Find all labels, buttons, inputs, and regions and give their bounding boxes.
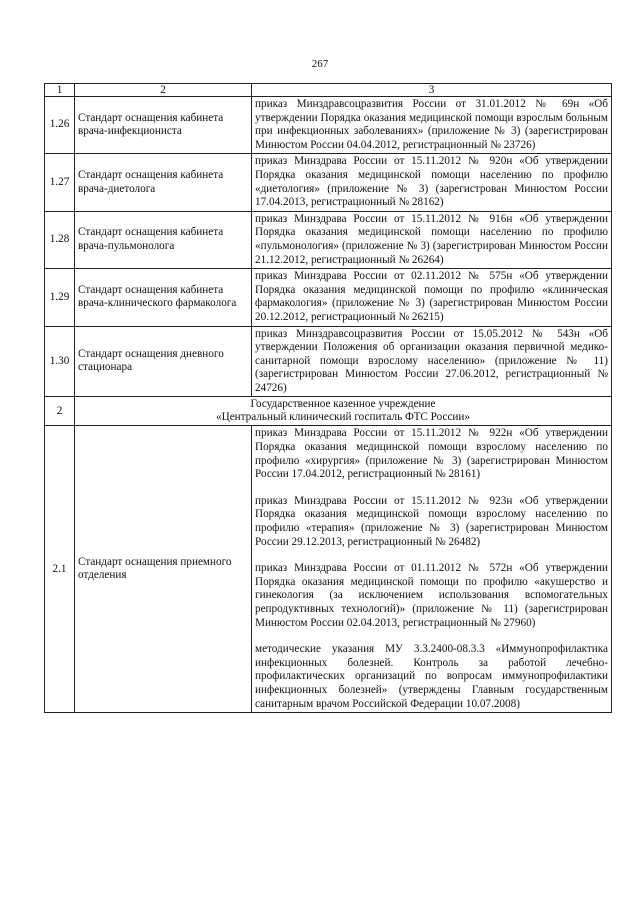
regulation-paragraph: приказ Минздрава России от 15.11.2012 № 923н «Об утверждении Порядка оказания медицинской помощи взрослому населению по профилю «терапия» (приложение № 3) (зарегистрирован Минюстом России 29.12.2013, регистрационный № 26482) — [255, 494, 608, 548]
table-row — [45, 97, 612, 154]
standard-name: Стандарт оснащения кабинета врача-инфекциониста — [75, 97, 252, 154]
table-row — [45, 326, 612, 397]
row-number: 1.27 — [45, 154, 75, 211]
table-row — [45, 269, 612, 326]
regulation-text: приказ Минздрава России от 15.11.2012 № 920н «Об утверждении Порядка оказания медицинской помощи населению по профилю «диетология» (приложение № 3) (зарегистрован Минюстом России 17.04.2013, регистрационный № 28162) — [252, 154, 612, 211]
regulation-text: приказ Минздрава России от 02.11.2012 № 575н «Об утверждении Порядка оказания медицинской помощи по профилю «клиническая фармакология» (приложение № 3) (зарегистрирован Минюстом России 20.12.2012, регистрационный № 26215) — [252, 269, 612, 326]
row-number: 1.30 — [45, 326, 75, 397]
regulation-paragraph: приказ Минздрава России от 01.11.2012 № 572н «Об утверждении Порядка оказания медицинской помощи по профилю «акушерство и гинекология (за исключением использования вспомогательных репродуктивных технологий)» (приложение № 11) (зарегистрирован Минюстом России 02.04.2013, регистрационный № 27960) — [255, 562, 608, 629]
row-number: 1.28 — [45, 211, 75, 268]
table-row — [45, 211, 612, 268]
standard-name: Стандарт оснащения кабинета врача-пульмонолога — [75, 211, 252, 268]
standard-name: Стандарт оснащения приемного отделения — [75, 426, 252, 713]
page-number: 267 — [311, 58, 329, 70]
regulation-text: приказ Минздрава России от 15.11.2012 № 916н «Об утверждении Порядка оказания медицинской помощи населению по профилю «пульмонология» (приложение № 3) (зарегистрирован Минюстом России 21.12.2012, регистрационный № 26264) — [252, 211, 612, 268]
section-title — [75, 397, 612, 426]
regulation-text — [252, 426, 612, 713]
standard-name: Стандарт оснащения кабинета врача-клинического фармаколога — [75, 269, 252, 326]
standard-name: Стандарт оснащения кабинета врача-диетолога — [75, 154, 252, 211]
standard-name: Стандарт оснащения дневного стационара — [75, 326, 252, 397]
table-row — [45, 426, 612, 713]
header-col-1: 1 — [45, 84, 75, 97]
table-header-row — [45, 84, 612, 97]
table-row — [45, 154, 612, 211]
row-number: 1.26 — [45, 97, 75, 154]
header-col-2: 2 — [75, 84, 252, 97]
row-number: 1.29 — [45, 269, 75, 326]
regulation-text: приказ Минздравсоцразвития России от 31.01.2012 № 69н «Об утверждении Порядка оказания медицинской помощи взрослым больным при инфекционных заболеваниях» (приложение № 3) (зарегистрирован Минюстом России 04.04.2012, регистрационный № 23726) — [252, 97, 612, 154]
section-title-line-2: «Центральный клинический госпиталь ФТС России» — [216, 411, 470, 424]
regulation-paragraph: методические указания МУ 3.3.2400-08.3.3 «Иммунопрофилактика инфекционных болезней. Контроль за работой лечебно-профилактических организаций по вопросам иммунопрофилактики инфекционных болезней» (утверждены Главным государственным санитарным врачом Российской Федерации 10.07.2008) — [255, 643, 608, 710]
section-title-line-1: Государственное казенное учреждение — [250, 398, 436, 411]
regulation-text: приказ Минздравсоцразвития России от 15.05.2012 № 543н «Об утверждении Положения об организации оказания первичной медико-санитарной помощи взрослому населению» (приложение № 11) (зарегистрирован Минюстом России 27.06.2012, регистрационный № 24726) — [252, 326, 612, 397]
section-number: 2 — [45, 397, 75, 426]
header-col-3: 3 — [252, 84, 612, 97]
standards-table — [44, 83, 612, 713]
section-row — [45, 397, 612, 426]
regulation-paragraph: приказ Минздрава России от 15.11.2012 № 922н «Об утверждении Порядка оказания медицинской помощи взрослому населению по профилю «хирургия» (приложение № 3) (зарегистрирован Минюстом России 17.04.2012, регистрационный № 28161) — [255, 427, 608, 481]
row-number: 2.1 — [45, 426, 75, 713]
